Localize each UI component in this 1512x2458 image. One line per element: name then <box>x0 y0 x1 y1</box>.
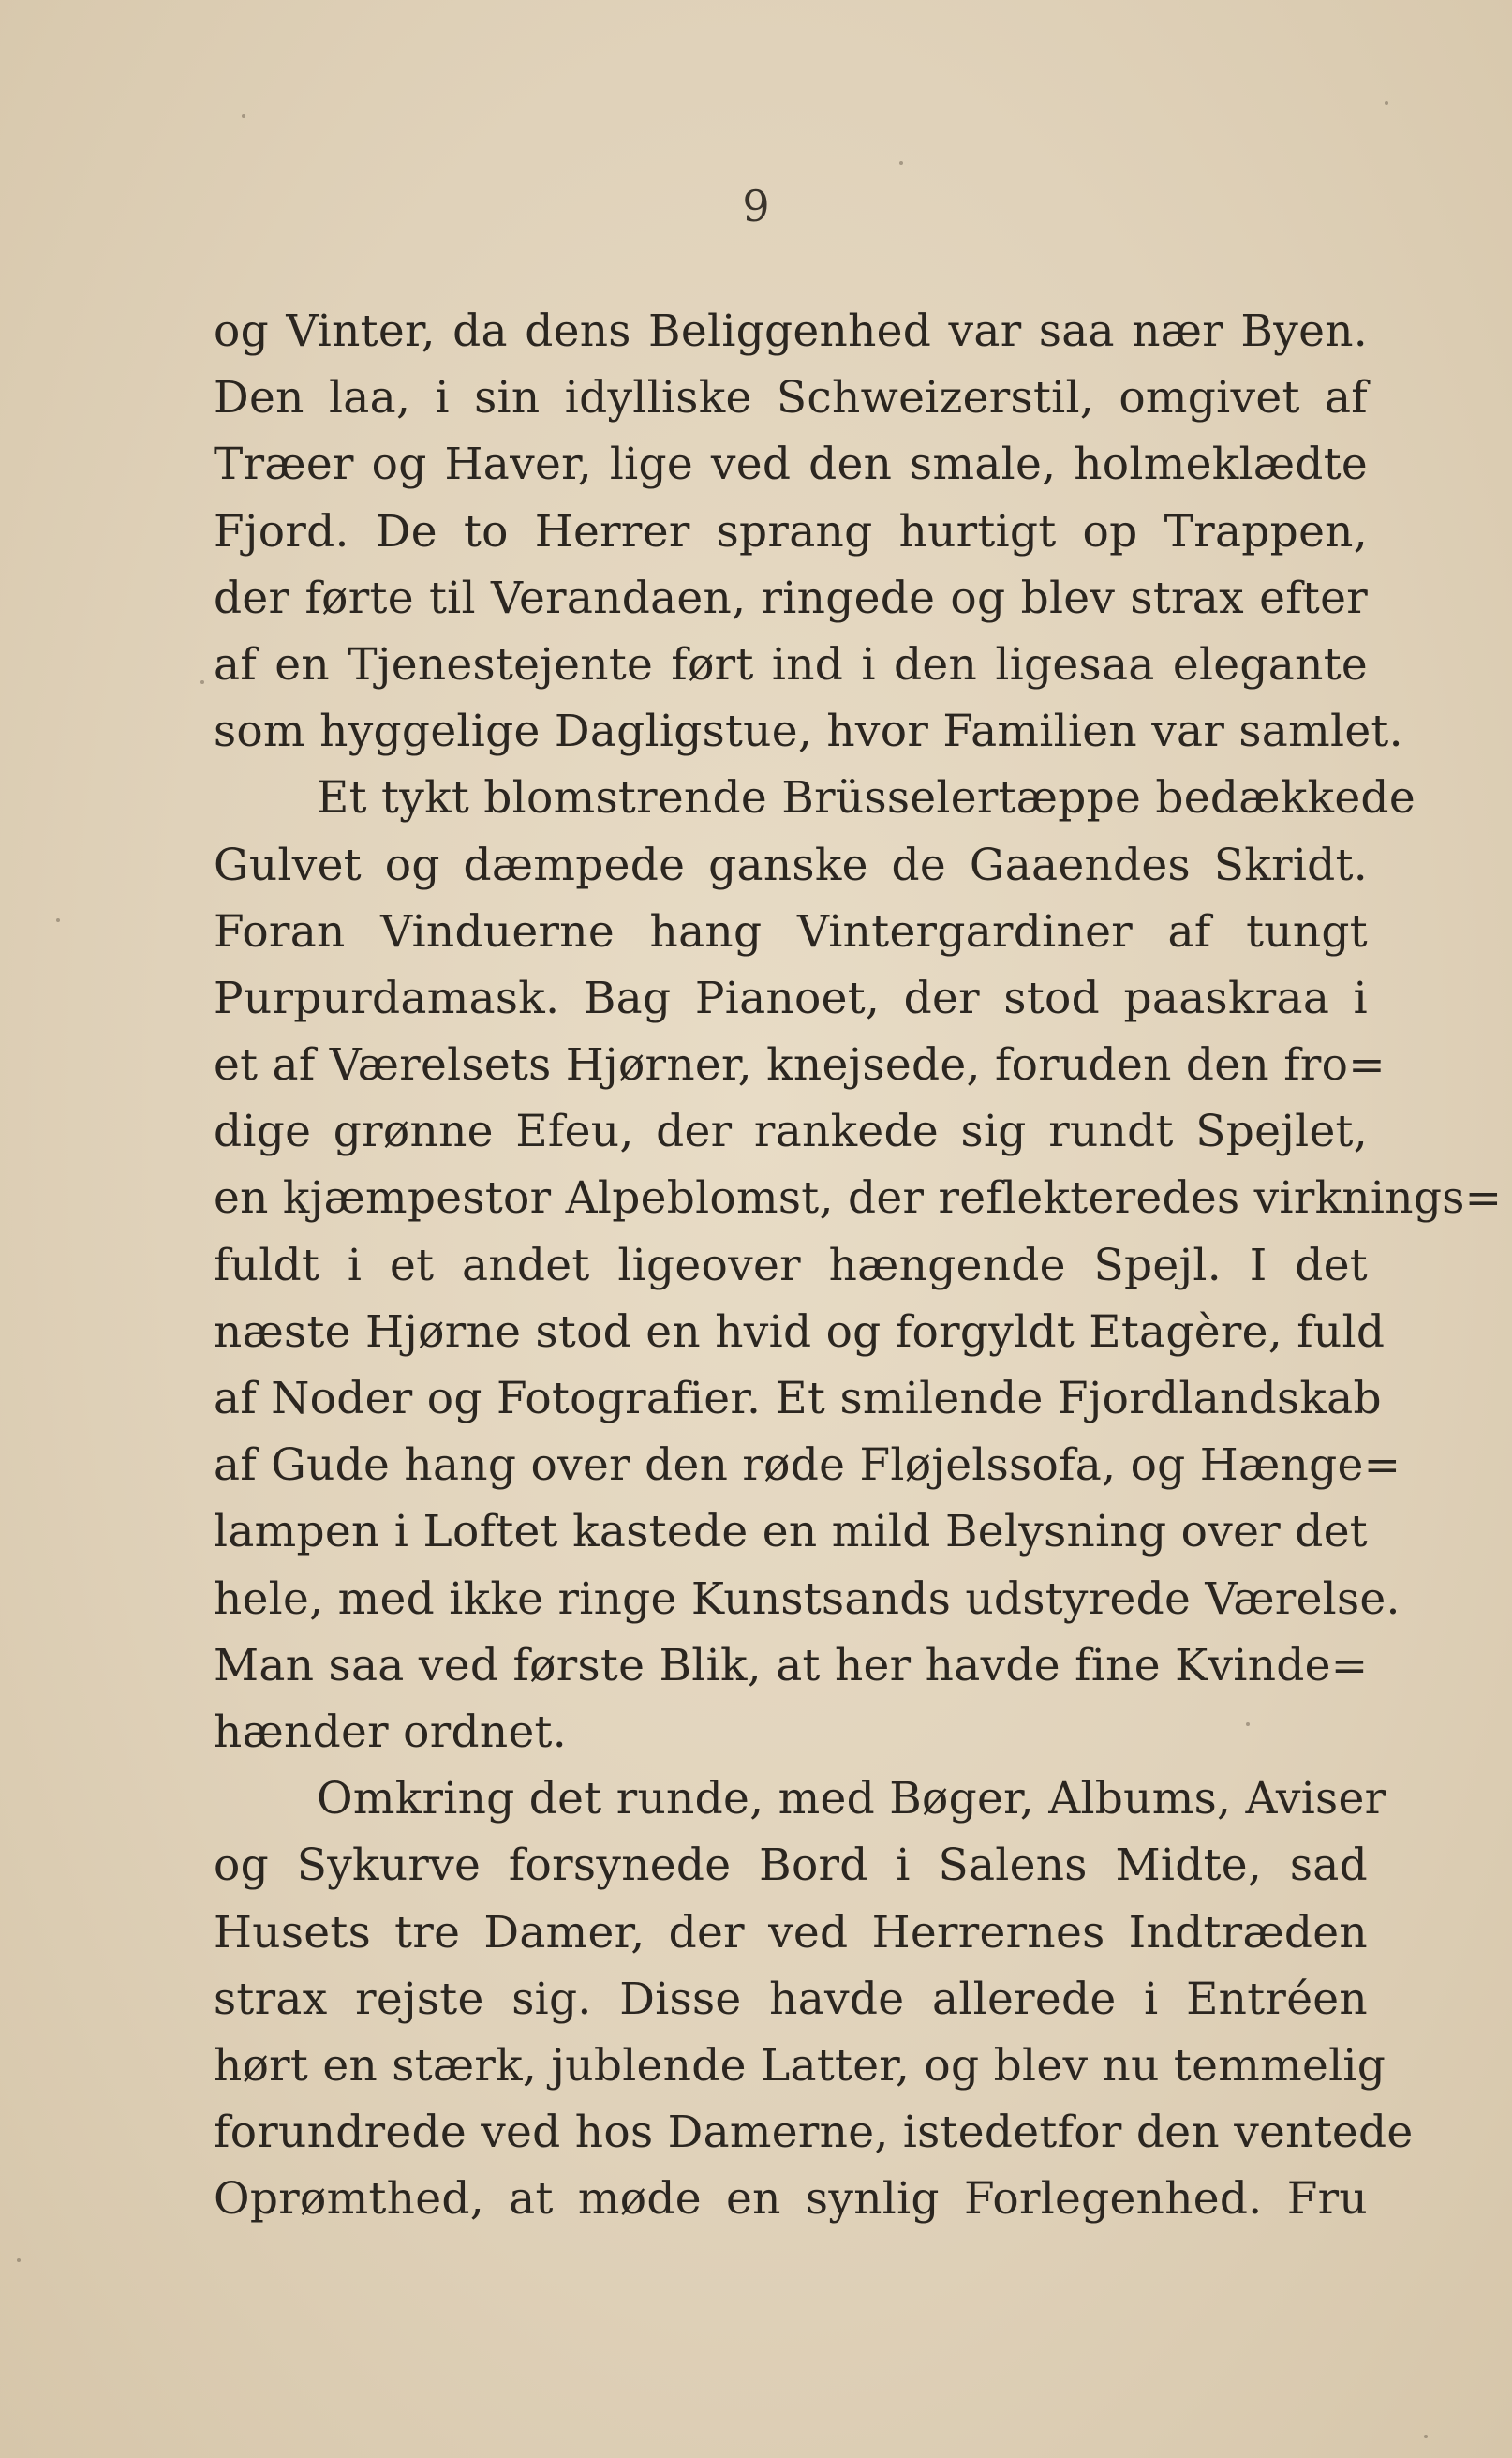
page-number: 9 <box>742 181 770 231</box>
paper-speck <box>56 918 60 922</box>
text-line: Omkring det runde, med Bøger, Albums, Aviser <box>317 1773 1386 1825</box>
text-line: Gulvet og dæmpede ganske de Gaaendes Skridt. <box>214 839 1368 891</box>
text-line: forundrede ved hos Damerne, istedetfor den ventede <box>214 2107 1414 2159</box>
text-line: hænder ordnet. <box>214 1706 567 1758</box>
text-line: en kjæmpestor Alpeblomst, der reflekteredes virknings= <box>214 1172 1503 1225</box>
text-line: fuldt i et andet ligeover hængende Spejl. I det <box>214 1239 1368 1291</box>
text-line: dige grønne Efeu, der rankede sig rundt Spejlet, <box>214 1106 1368 1158</box>
text-line: som hyggelige Dagligstue, hvor Familien var samlet. <box>214 706 1403 758</box>
text-line: Den laa, i sin idylliske Schweizerstil, omgivet af <box>214 372 1368 425</box>
text-line: strax rejste sig. Disse havde allerede i Entréen <box>214 1973 1368 2025</box>
text-line: og Vinter, da dens Beliggenhed var saa nær Byen. <box>214 305 1368 357</box>
paper-speck <box>1385 101 1388 105</box>
text-line: Et tykt blomstrende Brüsselertæppe bedækkede <box>317 772 1416 825</box>
paper-speck <box>242 114 245 118</box>
text-line: og Sykurve forsynede Bord i Salens Midte, sad <box>214 1840 1368 1892</box>
text-line: af Gude hang over den røde Fløjelssofa, og Hænge= <box>214 1439 1401 1492</box>
paper-speck <box>200 680 204 684</box>
text-line: et af Værelsets Hjørner, knejsede, foruden den fro= <box>214 1039 1386 1092</box>
text-line: Træer og Haver, lige ved den smale, holmeklædte <box>214 439 1368 491</box>
text-line: der førte til Verandaen, ringede og blev strax efter <box>214 572 1368 624</box>
text-line: lampen i Loftet kastede en mild Belysning over det <box>214 1506 1368 1558</box>
paper-speck <box>1246 1722 1250 1726</box>
text-line: Man saa ved første Blik, at her havde fine Kvinde= <box>214 1639 1369 1691</box>
body-text <box>214 298 1503 2232</box>
text-line: næste Hjørne stod en hvid og forgyldt Etagère, fuld <box>214 1305 1386 1358</box>
text-line: af Noder og Fotografier. Et smilende Fjordlandskab <box>214 1373 1382 1424</box>
paper-speck <box>1424 2435 1428 2438</box>
paper-speck <box>17 2258 21 2262</box>
text-line: hele, med ikke ringe Kunstsands udstyrede Værelse. <box>214 1572 1401 1625</box>
paper-speck <box>899 161 903 165</box>
text-line: af en Tjenestejente ført ind i den ligesaa elegante <box>214 638 1368 691</box>
text-line: Oprømthed, at møde en synlig Forlegenhed. Fru <box>214 2173 1368 2226</box>
text-line: Purpurdamask. Bag Pianoet, der stod paaskraa i <box>214 972 1368 1024</box>
text-line: Foran Vinduerne hang Vintergardiner af tungt <box>214 905 1368 958</box>
text-line: Fjord. De to Herrer sprang hurtigt op Trappen, <box>214 505 1368 558</box>
text-line: hørt en stærk, jublende Latter, og blev nu temmelig <box>214 2039 1386 2092</box>
text-line: Husets tre Damer, der ved Herrernes Indtræden <box>214 1906 1368 1959</box>
